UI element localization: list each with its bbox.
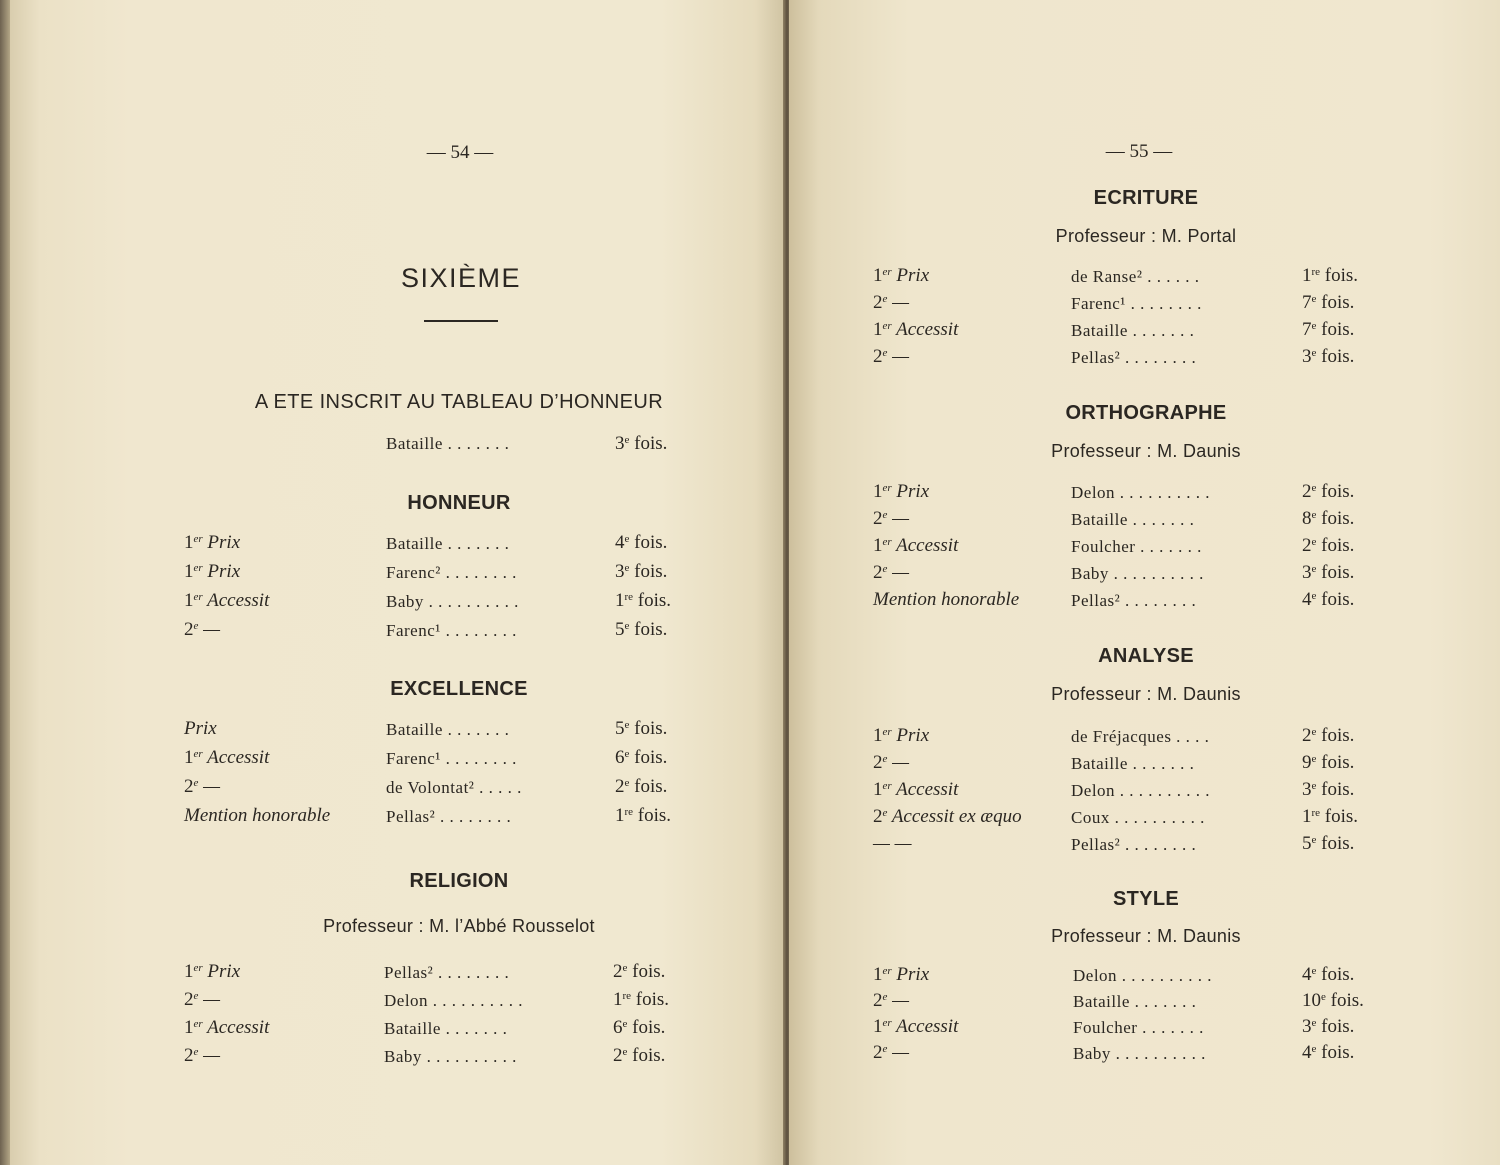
rank-ordinal-suffix: e	[882, 347, 888, 359]
page-number: — 54 —	[426, 142, 494, 163]
student-name: Pellas² . . . . . . . .	[384, 963, 510, 982]
count-word: fois.	[1321, 833, 1355, 854]
rank-ordinal-suffix: er	[882, 780, 892, 792]
rank-ordinal-suffix: e	[193, 1046, 199, 1058]
count-number: 8	[1302, 508, 1312, 529]
award-rank	[184, 620, 220, 639]
student-name: Pellas² . . . . . . . .	[1071, 835, 1197, 854]
award-count	[1302, 780, 1354, 799]
award-count	[1302, 590, 1354, 609]
award-label: Accessit	[207, 590, 270, 611]
award-count	[1302, 347, 1354, 366]
count-number: 4	[615, 532, 625, 553]
count-number: 9	[1302, 752, 1312, 773]
rank-ordinal: 1	[873, 265, 883, 286]
count-suffix: e	[1311, 590, 1317, 602]
award-rank	[873, 807, 1022, 826]
award-rank	[184, 591, 269, 610]
award-count	[615, 591, 671, 610]
student-name: Coux . . . . . . . . . .	[1071, 808, 1205, 827]
award-rank	[873, 293, 909, 312]
count-word: fois.	[634, 718, 668, 739]
award-rank	[873, 563, 909, 582]
rank-ordinal: 2	[873, 752, 883, 773]
count-word: fois.	[632, 1017, 666, 1038]
student-name: Bataille . . . . . . .	[386, 720, 510, 739]
count-number: 6	[615, 747, 625, 768]
count-number: 5	[615, 718, 625, 739]
award-label: Accessit ex æquo	[891, 806, 1022, 827]
award-label: Mention honorable	[184, 805, 331, 826]
count-number: 6	[613, 1017, 623, 1038]
award-rank	[184, 1046, 220, 1065]
count-suffix: e	[624, 777, 630, 789]
rank-ordinal-suffix: e	[882, 753, 888, 765]
rank-ordinal: 1	[873, 964, 883, 985]
award-label: Prix	[207, 961, 241, 982]
award-count	[1302, 965, 1354, 984]
award-count	[615, 719, 667, 738]
student-name: Delon . . . . . . . . . .	[1071, 781, 1211, 800]
rank-ordinal: 1	[184, 590, 194, 611]
section-heading-ecriture: ECRITURE	[1093, 187, 1199, 209]
award-count	[615, 533, 667, 552]
rank-ordinal: 2	[184, 1045, 194, 1066]
award-rank	[873, 726, 929, 745]
award-count	[615, 562, 667, 581]
count-suffix: e	[624, 620, 630, 632]
tableau-name: Bataille . . . . . . .	[386, 434, 510, 453]
award-count	[615, 806, 671, 825]
count-word: fois.	[1321, 346, 1355, 367]
count-suffix: e	[1311, 347, 1317, 359]
count-number: 2	[613, 961, 623, 982]
rank-ordinal-suffix: e	[882, 509, 888, 521]
count-number: 4	[1302, 1042, 1312, 1063]
student-name: de Ranse² . . . . . .	[1071, 267, 1200, 286]
section-heading-excellence: EXCELLENCE	[390, 678, 528, 700]
student-name: Baby . . . . . . . . . .	[1071, 564, 1204, 583]
award-label: Prix	[896, 265, 930, 286]
section-heading-honneur: HONNEUR	[407, 492, 511, 514]
award-count	[1302, 834, 1354, 853]
award-rank	[873, 1043, 909, 1062]
count-suffix: e	[1311, 753, 1317, 765]
award-rank	[873, 482, 929, 501]
award-count	[613, 962, 665, 981]
count-suffix: re	[1311, 266, 1321, 278]
award-rank	[873, 780, 958, 799]
award-label: Accessit	[207, 1017, 270, 1038]
student-name: Farenc¹ . . . . . . . .	[386, 749, 517, 768]
count-suffix: e	[1311, 563, 1317, 575]
rank-ordinal: 1	[873, 1016, 883, 1037]
award-label: —	[203, 619, 221, 640]
award-count	[1302, 536, 1354, 555]
award-count	[615, 777, 667, 796]
student-name: Bataille . . . . . . .	[1071, 754, 1195, 773]
count-suffix: e	[624, 719, 630, 731]
student-name: Farenc¹ . . . . . . . .	[1071, 294, 1202, 313]
rank-ordinal: 2	[873, 990, 883, 1011]
count-suffix: e	[622, 1018, 628, 1030]
count-number: 1	[615, 590, 625, 611]
award-rank	[184, 562, 240, 581]
rank-ordinal-suffix: e	[193, 990, 199, 1002]
award-rank	[184, 533, 240, 552]
class-title: SIXIÈME	[400, 263, 522, 293]
book-edge	[0, 0, 10, 1165]
award-count	[1302, 991, 1364, 1010]
award-label: Mention honorable	[873, 589, 1020, 610]
award-rank	[184, 777, 220, 796]
award-rank	[184, 1018, 269, 1037]
rank-ordinal: 1	[873, 319, 883, 340]
count-word: fois.	[1321, 1042, 1355, 1063]
rank-ordinal-suffix: er	[193, 962, 203, 974]
award-label: Accessit	[896, 535, 959, 556]
student-name: Bataille . . . . . . .	[386, 534, 510, 553]
count-word: fois.	[634, 776, 668, 797]
count-word: fois.	[637, 805, 672, 826]
student-name: Pellas² . . . . . . . .	[1071, 591, 1197, 610]
student-name: Baby . . . . . . . . . .	[384, 1047, 517, 1066]
student-name: Delon . . . . . . . . . .	[1073, 966, 1213, 985]
count-number: 1	[1302, 265, 1312, 286]
award-label: —	[892, 752, 910, 773]
count-word: fois.	[1321, 964, 1355, 985]
tableau-count: 3e fois.	[615, 433, 668, 454]
award-rank	[873, 590, 1019, 609]
student-name: Foulcher . . . . . . .	[1073, 1018, 1204, 1037]
count-word: fois.	[632, 1045, 666, 1066]
count-suffix: e	[1311, 320, 1317, 332]
count-number: 5	[1302, 833, 1312, 854]
count-word: fois.	[1321, 481, 1355, 502]
count-word: fois.	[1321, 535, 1355, 556]
award-rank	[873, 266, 929, 285]
award-label: Accessit	[896, 1016, 959, 1037]
student-name: Bataille . . . . . . .	[1071, 321, 1195, 340]
rank-ordinal-suffix: er	[882, 536, 892, 548]
count-number: 4	[1302, 964, 1312, 985]
section-heading-style: STYLE	[1113, 888, 1179, 910]
award-count	[1302, 726, 1354, 745]
student-name: de Fréjacques . . . .	[1071, 727, 1210, 746]
count-word: fois.	[1321, 752, 1355, 773]
award-count	[1302, 753, 1354, 772]
award-rank	[184, 719, 217, 738]
count-number: 3	[1302, 346, 1312, 367]
section-heading-religion: RELIGION	[409, 870, 509, 892]
count-number: 3	[1302, 1016, 1312, 1037]
page-number: — 55 —	[1105, 141, 1173, 162]
count-word: fois.	[634, 747, 668, 768]
count-number: 7	[1302, 292, 1312, 313]
rank-ordinal: 2	[873, 292, 883, 313]
rank-ordinal-suffix: er	[882, 1017, 892, 1029]
count-suffix: re	[622, 990, 632, 1002]
count-suffix: e	[624, 533, 630, 545]
award-rank	[873, 509, 909, 528]
student-name: Bataille . . . . . . .	[1071, 510, 1195, 529]
count-suffix: e	[1311, 834, 1317, 846]
count-number: 2	[613, 1045, 623, 1066]
count-number: 1	[1302, 806, 1312, 827]
award-rank	[873, 991, 909, 1010]
count-word: fois.	[637, 590, 672, 611]
student-name: Baby . . . . . . . . . .	[386, 592, 519, 611]
rank-ordinal-suffix: e	[882, 293, 888, 305]
rank-ordinal-suffix: er	[193, 591, 203, 603]
student-name: Foulcher . . . . . . .	[1071, 537, 1202, 556]
award-label: Prix	[896, 725, 930, 746]
count-suffix: e	[1311, 1017, 1317, 1029]
count-number: 2	[615, 776, 625, 797]
rank-ordinal-suffix: e	[882, 563, 888, 575]
student-name: Pellas² . . . . . . . .	[386, 807, 512, 826]
award-label: —	[892, 346, 910, 367]
count-number: 1	[615, 805, 625, 826]
count-suffix: e	[1311, 726, 1317, 738]
rank-ordinal-suffix: er	[193, 748, 203, 760]
rank-ordinal: 2	[184, 989, 194, 1010]
rank-ordinal: 2	[873, 346, 883, 367]
rank-ordinal-suffix: e	[882, 991, 888, 1003]
count-word: fois.	[1321, 589, 1355, 610]
award-rank	[873, 536, 958, 555]
award-rank	[873, 965, 929, 984]
award-count	[1302, 266, 1358, 285]
count-suffix: e	[1311, 965, 1317, 977]
rank-ordinal-suffix: er	[882, 726, 892, 738]
count-number: 10	[1302, 990, 1321, 1011]
count-suffix: e	[1311, 509, 1317, 521]
count-word: fois.	[634, 532, 668, 553]
count-number: 4	[1302, 589, 1312, 610]
count-number: 2	[1302, 481, 1312, 502]
award-label: Prix	[207, 561, 241, 582]
count-suffix: e	[624, 562, 630, 574]
award-label: Prix	[896, 964, 930, 985]
count-suffix: e	[1311, 780, 1317, 792]
award-count	[1302, 293, 1354, 312]
right-page	[789, 0, 1500, 1165]
professor-ecriture: Professeur : M. Portal	[1055, 226, 1237, 246]
count-word: fois.	[1321, 1016, 1355, 1037]
rank-ordinal: 2	[873, 562, 883, 583]
award-label: Accessit	[896, 779, 959, 800]
rank-ordinal-suffix: er	[882, 965, 892, 977]
count-word: fois.	[1330, 990, 1364, 1011]
award-label: Prix	[896, 481, 930, 502]
award-rank	[184, 962, 240, 981]
section-heading-analyse: ANALYSE	[1098, 645, 1194, 667]
professor-analyse: Professeur : M. Daunis	[1051, 684, 1241, 704]
count-suffix: e	[1311, 1043, 1317, 1055]
rank-ordinal: 1	[184, 532, 194, 553]
count-word: fois.	[1321, 779, 1355, 800]
count-number: 3	[1302, 779, 1312, 800]
award-rank	[873, 347, 909, 366]
left-page	[10, 0, 785, 1165]
award-label: Prix	[184, 718, 217, 739]
rank-ordinal: 1	[184, 961, 194, 982]
award-label: —	[892, 292, 910, 313]
rank-ordinal: 1	[184, 561, 194, 582]
rank-ordinal-suffix: e	[882, 1043, 888, 1055]
rank-ordinal-suffix: e	[193, 777, 199, 789]
award-count	[1302, 320, 1354, 339]
award-count	[1302, 807, 1358, 826]
award-rank	[184, 748, 269, 767]
rank-ordinal: 1	[873, 779, 883, 800]
count-suffix: e	[1311, 536, 1317, 548]
award-count	[613, 1046, 665, 1065]
award-rank	[184, 990, 220, 1009]
award-count	[1302, 1043, 1354, 1062]
count-word: fois.	[632, 961, 666, 982]
count-word: fois.	[1321, 562, 1355, 583]
rank-ordinal: 2	[873, 806, 883, 827]
award-count	[615, 620, 667, 639]
count-suffix: e	[624, 748, 630, 760]
count-number: 2	[1302, 725, 1312, 746]
tableau-title: A ETE INSCRIT AU TABLEAU D’HONNEUR	[254, 391, 664, 413]
rank-ordinal-suffix: e	[882, 807, 888, 819]
rank-ordinal-suffix: er	[882, 266, 892, 278]
count-word: fois.	[1321, 319, 1355, 340]
rank-ordinal: 1	[873, 481, 883, 502]
professor-orthographe: Professeur : M. Daunis	[1051, 441, 1241, 461]
count-number: 2	[1302, 535, 1312, 556]
award-count	[613, 990, 669, 1009]
count-word: fois.	[635, 989, 670, 1010]
count-number: 3	[615, 561, 625, 582]
award-rank	[873, 320, 958, 339]
rank-ordinal: 2	[873, 508, 883, 529]
count-suffix: e	[1311, 293, 1317, 305]
count-word: fois.	[634, 619, 668, 640]
rank-ordinal: 1	[184, 1017, 194, 1038]
count-suffix: re	[624, 806, 634, 818]
professor-religion: Professeur : M. l’Abbé Rousselot	[323, 916, 595, 936]
professor-style: Professeur : M. Daunis	[1051, 926, 1241, 946]
award-rank	[873, 1017, 958, 1036]
count-suffix: e	[622, 962, 628, 974]
rank-ordinal: 2	[184, 776, 194, 797]
award-label: —	[203, 776, 221, 797]
rank-ordinal-suffix: er	[882, 320, 892, 332]
count-suffix: e	[1311, 482, 1317, 494]
count-word: fois.	[1324, 806, 1359, 827]
student-name: Delon . . . . . . . . . .	[1071, 483, 1211, 502]
rank-ordinal: 1	[873, 535, 883, 556]
student-name: Farenc¹ . . . . . . . .	[386, 621, 517, 640]
award-label: —	[203, 1045, 221, 1066]
count-number: 1	[613, 989, 623, 1010]
student-name: Delon . . . . . . . . . .	[384, 991, 524, 1010]
student-name: Bataille . . . . . . .	[384, 1019, 508, 1038]
award-label: —	[203, 989, 221, 1010]
count-suffix: e	[622, 1046, 628, 1058]
rank-ordinal: 2	[873, 1042, 883, 1063]
award-rank	[184, 806, 330, 825]
rank-ordinal-suffix: er	[193, 533, 203, 545]
count-suffix: re	[624, 591, 634, 603]
rank-ordinal: 1	[184, 747, 194, 768]
award-count	[1302, 563, 1354, 582]
rank-ordinal-suffix: er	[193, 1018, 203, 1030]
count-number: 3	[1302, 562, 1312, 583]
rank-ordinal-suffix: er	[882, 482, 892, 494]
rank-ordinal-suffix: e	[193, 620, 199, 632]
award-rank	[873, 753, 909, 772]
award-count	[1302, 509, 1354, 528]
count-word: fois.	[1324, 265, 1359, 286]
student-name: Baby . . . . . . . . . .	[1073, 1044, 1206, 1063]
student-name: de Volontat² . . . . .	[386, 778, 522, 797]
count-word: fois.	[1321, 508, 1355, 529]
count-suffix: e	[1321, 991, 1326, 1003]
count-word: fois.	[1321, 292, 1355, 313]
count-word: fois.	[634, 561, 668, 582]
award-label: —	[892, 562, 910, 583]
award-label: —	[892, 990, 910, 1011]
award-rank	[873, 834, 912, 853]
count-suffix: re	[1311, 807, 1321, 819]
award-count	[615, 748, 667, 767]
student-name: Pellas² . . . . . . . .	[1071, 348, 1197, 367]
student-name: Farenc² . . . . . . . .	[386, 563, 517, 582]
student-name: Bataille . . . . . . .	[1073, 992, 1197, 1011]
title-rule	[424, 320, 498, 322]
award-count	[1302, 1017, 1354, 1036]
award-label: — —	[873, 833, 912, 854]
award-label: Accessit	[207, 747, 270, 768]
section-heading-orthographe: ORTHOGRAPHE	[1065, 402, 1227, 424]
count-number: 7	[1302, 319, 1312, 340]
rank-ordinal: 2	[184, 619, 194, 640]
rank-ordinal-suffix: er	[193, 562, 203, 574]
award-label: Prix	[207, 532, 241, 553]
rank-ordinal: 1	[873, 725, 883, 746]
award-count	[1302, 482, 1354, 501]
count-number: 5	[615, 619, 625, 640]
award-count	[613, 1018, 665, 1037]
award-label: —	[892, 508, 910, 529]
count-word: fois.	[1321, 725, 1355, 746]
award-label: —	[892, 1042, 910, 1063]
award-label: Accessit	[896, 319, 959, 340]
